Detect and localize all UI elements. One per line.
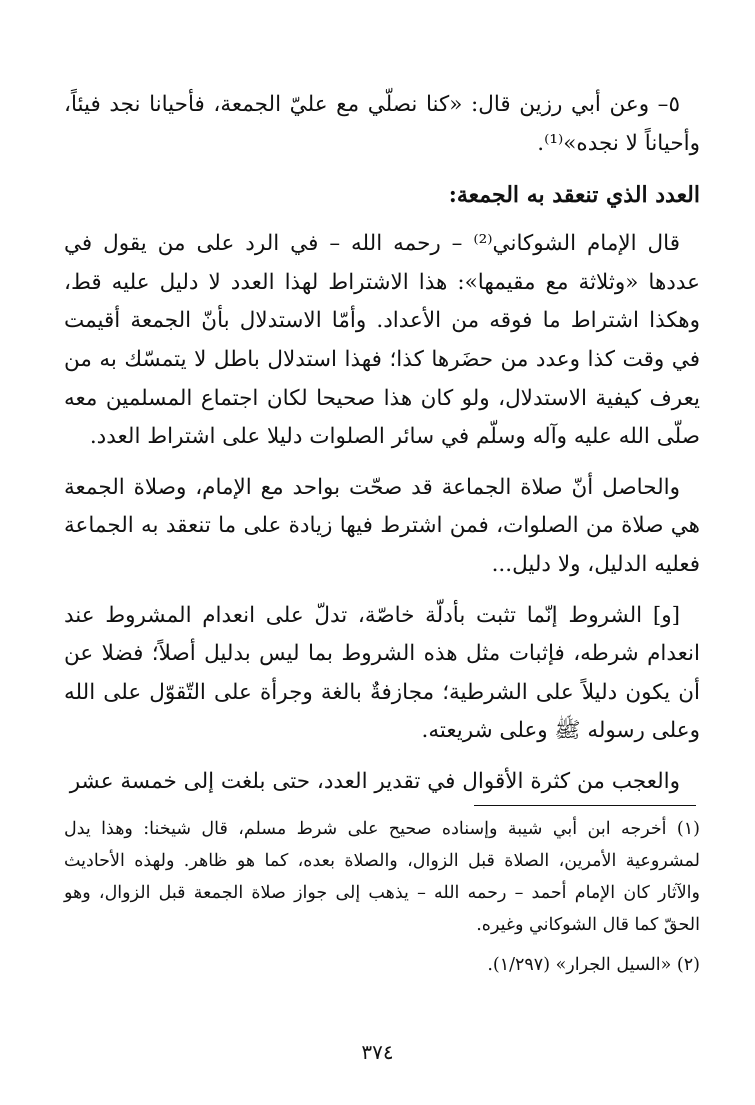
main-text: [64, 86, 700, 814]
wonder-paragraph: والعجب من كثرة الأقوال في تقدير العدد، حتى بلغت إلى خمسة عشر: [69, 768, 680, 794]
footnote-2: (٢) «السيل الجرار» (١/٢٩٧).: [487, 955, 700, 975]
conditions-paragraph: [و] الشروط إنّما تثبت بأدلّة خاصّة، تدلّ على انعدام المشروط عند انعدام شرطه، فإثبات مثل هذه الشروط بما ليس بدليل أصلاً؛ فضلا عن أن يكون دليلاً على الشرطية؛ مجازفةٌ بالغة وجرأة على التّقوّل على الله وعلى رسوله ﷺ وعلى شريعته.: [64, 602, 700, 744]
conclusion-paragraph: والحاصل أنّ صلاة الجماعة قد صحّت بواحد مع الإمام، وصلاة الجمعة هي صلاة من الصلوات، فمن اشترط فيها زيادة على ما تنعقد به الجماعة فعليه الدليل، ولا دليل...: [64, 474, 700, 577]
page-number: ٣٧٤: [361, 1040, 394, 1064]
hadith-paragraph: ٥– وعن أبي رزين قال: «كنا نصلّي مع عليّ الجمعة، فأحيانا نجد فيئاً، وأحياناً لا نجده»⁽¹⁾.: [64, 92, 700, 156]
footnote-1: (١) أخرجه ابن أبي شيبة وإسناده صحيح على شرط مسلم، قال شيخنا: وهذا يدل لمشروعية الأمرين، الصلاة قبل الزوال، والصلاة بعده، كما هو ظاهر. ولهذه الأحاديث والآثار كان الإمام أحمد – رحمه الله – يذهب إلى جواز صلاة الجمعة قبل الزوال، وهو الحقّ كما قال الشوكاني وغيره.: [64, 819, 700, 935]
footnotes: [64, 813, 700, 989]
footnote-divider: [474, 805, 696, 806]
section-heading: العدد الذي تنعقد به الجمعة:: [448, 182, 700, 209]
shawkani-paragraph: قال الإمام الشوكاني⁽²⁾ – رحمه الله – في الرد على من يقول في عددها «وثلاثة مع مقيمها»: هذا الاشتراط لهذا العدد لا دليل عليه قط، وهكذا اشتراط ما فوقه من الأعداد. وأمّا الاستدلال بأنّ الجمعة أقيمت في وقت كذا وعدد من حضَرها كذا؛ فهذا استدلال باطل لا يتمسّك به من يعرف كيفية الاستدلال، ولو كان هذا صحيحا لكان اجتماع المسلمين معه صلّى الله عليه وآله وسلّم في سائر الصلوات دليلا على اشتراط العدد.: [64, 231, 700, 450]
